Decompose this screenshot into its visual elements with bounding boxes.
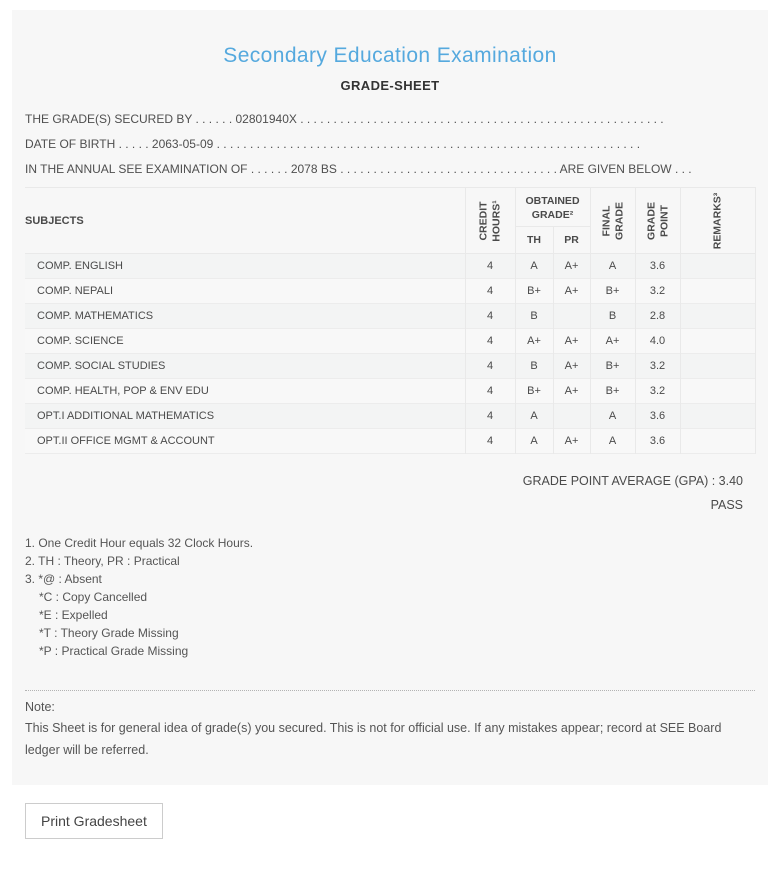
th-grade-cell: B xyxy=(515,354,553,379)
column-header-practical: PR xyxy=(553,227,590,254)
final-grade-cell: A+ xyxy=(590,329,635,354)
subject-cell: COMP. NEPALI xyxy=(25,279,465,304)
credit-cell: 4 xyxy=(465,279,515,304)
table-row xyxy=(25,304,755,329)
remarks-cell xyxy=(680,254,755,279)
table-row xyxy=(25,254,755,279)
pr-grade-cell: A+ xyxy=(553,379,590,404)
credit-cell: 4 xyxy=(465,379,515,404)
grade-point-cell: 3.6 xyxy=(635,254,680,279)
note-label: Note: xyxy=(25,700,55,714)
subject-cell: COMP. HEALTH, POP & ENV EDU xyxy=(25,379,465,404)
page-title: Secondary Education Examination xyxy=(223,44,557,67)
info-line-date-of-birth: DATE OF BIRTH . . . . . 2063-05-09 . . . . . . . . . . . . . . . . . . . . . . . . . . . . . . . . . . . . . . . . . . . . . . . . . . . . . . . . . . . . . . . . xyxy=(25,137,641,151)
pr-grade-cell xyxy=(553,404,590,429)
table-row xyxy=(25,379,755,404)
credit-cell: 4 xyxy=(465,354,515,379)
table-row xyxy=(25,354,755,379)
credit-cell: 4 xyxy=(465,304,515,329)
note-divider xyxy=(25,690,755,691)
footnote-credit-hours: 1. One Credit Hour equals 32 Clock Hours. xyxy=(25,536,254,550)
footnote-copy-cancelled: *C : Copy Cancelled xyxy=(39,590,148,604)
credit-cell: 4 xyxy=(465,404,515,429)
subject-cell: COMP. SCIENCE xyxy=(25,329,465,354)
info-line-secured-by: THE GRADE(S) SECURED BY . . . . . . 02801940X . . . . . . . . . . . . . . . . . . . . . . . . . . . . . . . . . . . . . . . . . . . . . . . . . . . . . . . xyxy=(25,112,664,126)
grade-point-cell: 3.2 xyxy=(635,354,680,379)
remarks-cell xyxy=(680,379,755,404)
column-header-subjects: SUBJECTS xyxy=(25,188,465,254)
remarks-cell xyxy=(680,404,755,429)
print-gradesheet-button[interactable]: Print Gradesheet xyxy=(25,803,163,839)
gradesheet-card xyxy=(12,10,768,785)
final-grade-cell: A xyxy=(590,254,635,279)
pr-grade-cell xyxy=(553,304,590,329)
column-header-final-grade: FINAL GRADE xyxy=(590,188,635,254)
note-text: This Sheet is for general idea of grade(s) you secured. This is not for official use. If any mistakes appear; record at SEE Board ledger will be referred. xyxy=(25,721,722,757)
th-grade-cell: B xyxy=(515,304,553,329)
remarks-cell xyxy=(680,304,755,329)
column-header-grade-point: GRADE POINT xyxy=(635,188,680,254)
table-row xyxy=(25,279,755,304)
final-grade-cell: A xyxy=(590,404,635,429)
footnotes xyxy=(25,534,755,660)
column-header-remarks: REMARKS³ xyxy=(680,188,755,254)
th-grade-cell: B+ xyxy=(515,279,553,304)
credit-cell: 4 xyxy=(465,429,515,454)
grade-point-cell: 3.6 xyxy=(635,429,680,454)
final-grade-cell: B+ xyxy=(590,379,635,404)
table-row xyxy=(25,329,755,354)
remarks-cell xyxy=(680,329,755,354)
column-header-obtained-grade: OBTAINED GRADE² xyxy=(515,188,590,227)
credit-cell: 4 xyxy=(465,329,515,354)
info-line-examination: IN THE ANNUAL SEE EXAMINATION OF . . . . . . 2078 BS . . . . . . . . . . . . . . . . . . . . . . . . . . . . . . . . . ARE GIVEN BELOW . . . xyxy=(25,162,692,176)
column-header-credit-hours: CREDIT HOURS¹ xyxy=(465,188,515,254)
th-grade-cell: B+ xyxy=(515,379,553,404)
pr-grade-cell: A+ xyxy=(553,354,590,379)
footnote-practical-missing: *P : Practical Grade Missing xyxy=(39,644,189,658)
result-text: PASS xyxy=(710,498,743,512)
pr-grade-cell: A+ xyxy=(553,254,590,279)
final-grade-cell: B+ xyxy=(590,354,635,379)
remarks-cell xyxy=(680,429,755,454)
final-grade-cell: B+ xyxy=(590,279,635,304)
final-grade-cell: A xyxy=(590,429,635,454)
grade-point-cell: 3.2 xyxy=(635,379,680,404)
footnote-expelled: *E : Expelled xyxy=(39,608,108,622)
pr-grade-cell: A+ xyxy=(553,279,590,304)
credit-cell: 4 xyxy=(465,254,515,279)
th-grade-cell: A xyxy=(515,404,553,429)
grade-point-cell: 3.6 xyxy=(635,404,680,429)
footnote-th-pr: 2. TH : Theory, PR : Practical xyxy=(25,554,180,568)
th-grade-cell: A xyxy=(515,429,553,454)
th-grade-cell: A+ xyxy=(515,329,553,354)
remarks-cell xyxy=(680,354,755,379)
footnote-theory-missing: *T : Theory Grade Missing xyxy=(39,626,179,640)
pr-grade-cell: A+ xyxy=(553,329,590,354)
table-row xyxy=(25,429,755,454)
grades-table xyxy=(25,187,756,454)
gpa-text: GRADE POINT AVERAGE (GPA) : 3.40 xyxy=(522,474,743,488)
subject-cell: OPT.II OFFICE MGMT & ACCOUNT xyxy=(25,429,465,454)
subject-cell: COMP. SOCIAL STUDIES xyxy=(25,354,465,379)
pr-grade-cell: A+ xyxy=(553,429,590,454)
table-row xyxy=(25,404,755,429)
final-grade-cell: B xyxy=(590,304,635,329)
subject-cell: COMP. MATHEMATICS xyxy=(25,304,465,329)
subject-cell: OPT.I ADDITIONAL MATHEMATICS xyxy=(25,404,465,429)
remarks-cell xyxy=(680,279,755,304)
grade-point-cell: 2.8 xyxy=(635,304,680,329)
grade-point-cell: 4.0 xyxy=(635,329,680,354)
subject-cell: COMP. ENGLISH xyxy=(25,254,465,279)
th-grade-cell: A xyxy=(515,254,553,279)
footnote-absent: 3. *@ : Absent xyxy=(25,572,102,586)
column-header-theory: TH xyxy=(515,227,553,254)
page-subtitle: GRADE-SHEET xyxy=(340,78,440,93)
grade-point-cell: 3.2 xyxy=(635,279,680,304)
